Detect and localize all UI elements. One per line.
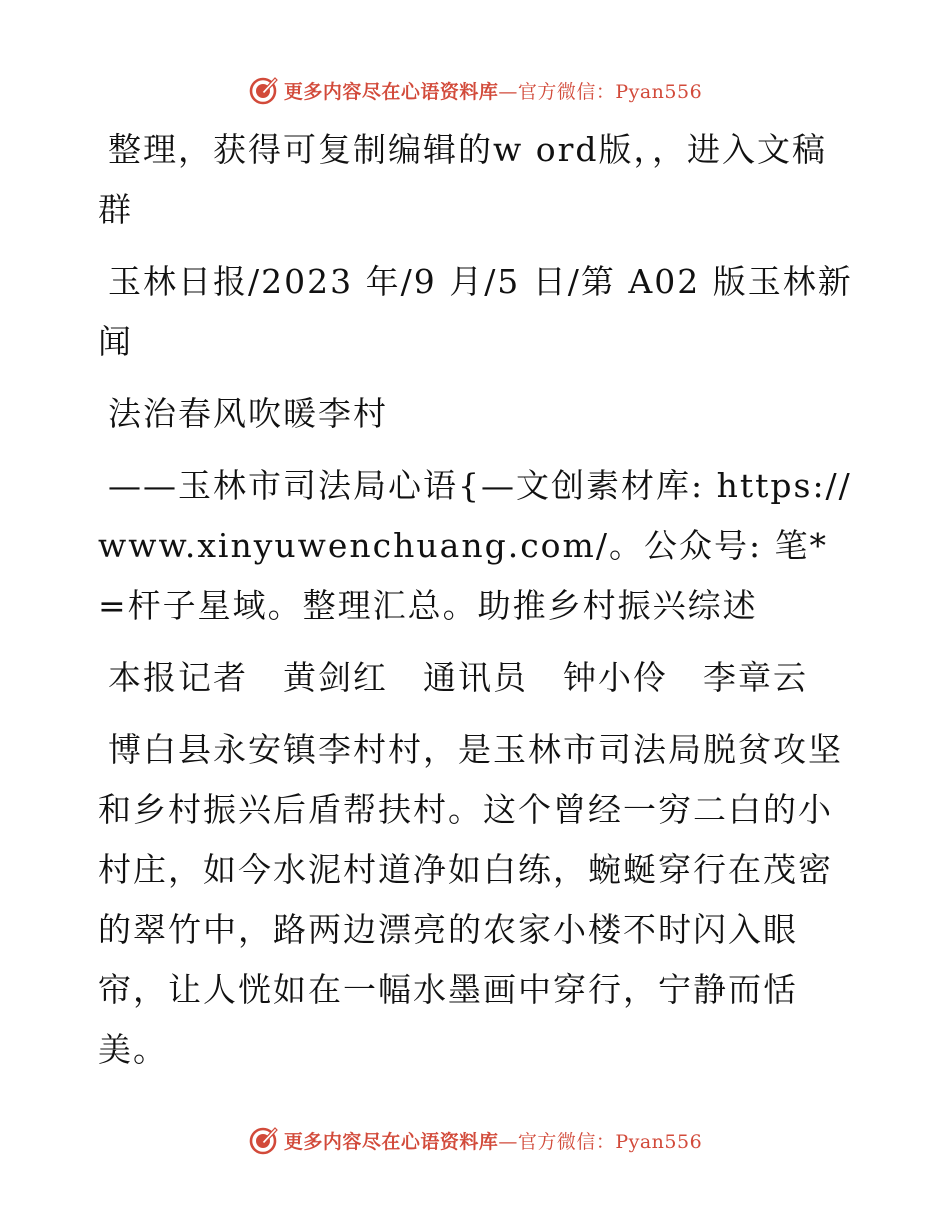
- article-subtitle: ——玉林市司法局心语{—文创素材库: https://www.xinyuwenchuang.com/。公众号: 笔*=杆子星域。整理汇总。助推乡村振兴综述: [98, 466, 852, 625]
- watermark-site-text: 更多内容尽在心语资料库: [283, 80, 499, 103]
- intro-paragraph: 整理，获得可复制编辑的w ord版，，进入文稿群: [98, 130, 828, 229]
- watermark-dash: —: [498, 80, 518, 103]
- header-watermark: [0, 70, 950, 110]
- source-line: 玉林日报/2023 年/9 月/5 日/第 A02 版玉林新闻: [98, 262, 853, 361]
- watermark-group: [248, 75, 702, 105]
- watermark-site-text: 更多内容尽在心语资料库: [283, 1130, 499, 1153]
- watermark-dash: —: [498, 1130, 518, 1153]
- article-title: 法治春风吹暖李村: [108, 394, 388, 433]
- watermark-wechat-text: 官方微信：Pyan556: [517, 1130, 703, 1153]
- watermark-text: [284, 77, 702, 104]
- quill-circle-logo-icon: [248, 75, 278, 105]
- watermark-wechat-text: 官方微信：Pyan556: [517, 80, 703, 103]
- watermark-text: [284, 1127, 702, 1154]
- quill-circle-logo-icon: [248, 1125, 278, 1155]
- body-paragraph: 博白县永安镇李村村，是玉林市司法局脱贫攻坚和乡村振兴后盾帮扶村。这个曾经一穷二白的小村庄，如今水泥村道净如白练，蜿蜒穿行在茂密的翠竹中，路两边漂亮的农家小楼不时闪入眼帘，让人恍如在一幅水墨画中穿行，宁静而恬美。: [98, 730, 843, 1069]
- footer-watermark: [0, 1120, 950, 1160]
- watermark-group: [248, 1125, 702, 1155]
- article-body: [98, 120, 853, 1092]
- byline: 本报记者 黄剑红 通讯员 钟小伶 李章云: [108, 658, 808, 697]
